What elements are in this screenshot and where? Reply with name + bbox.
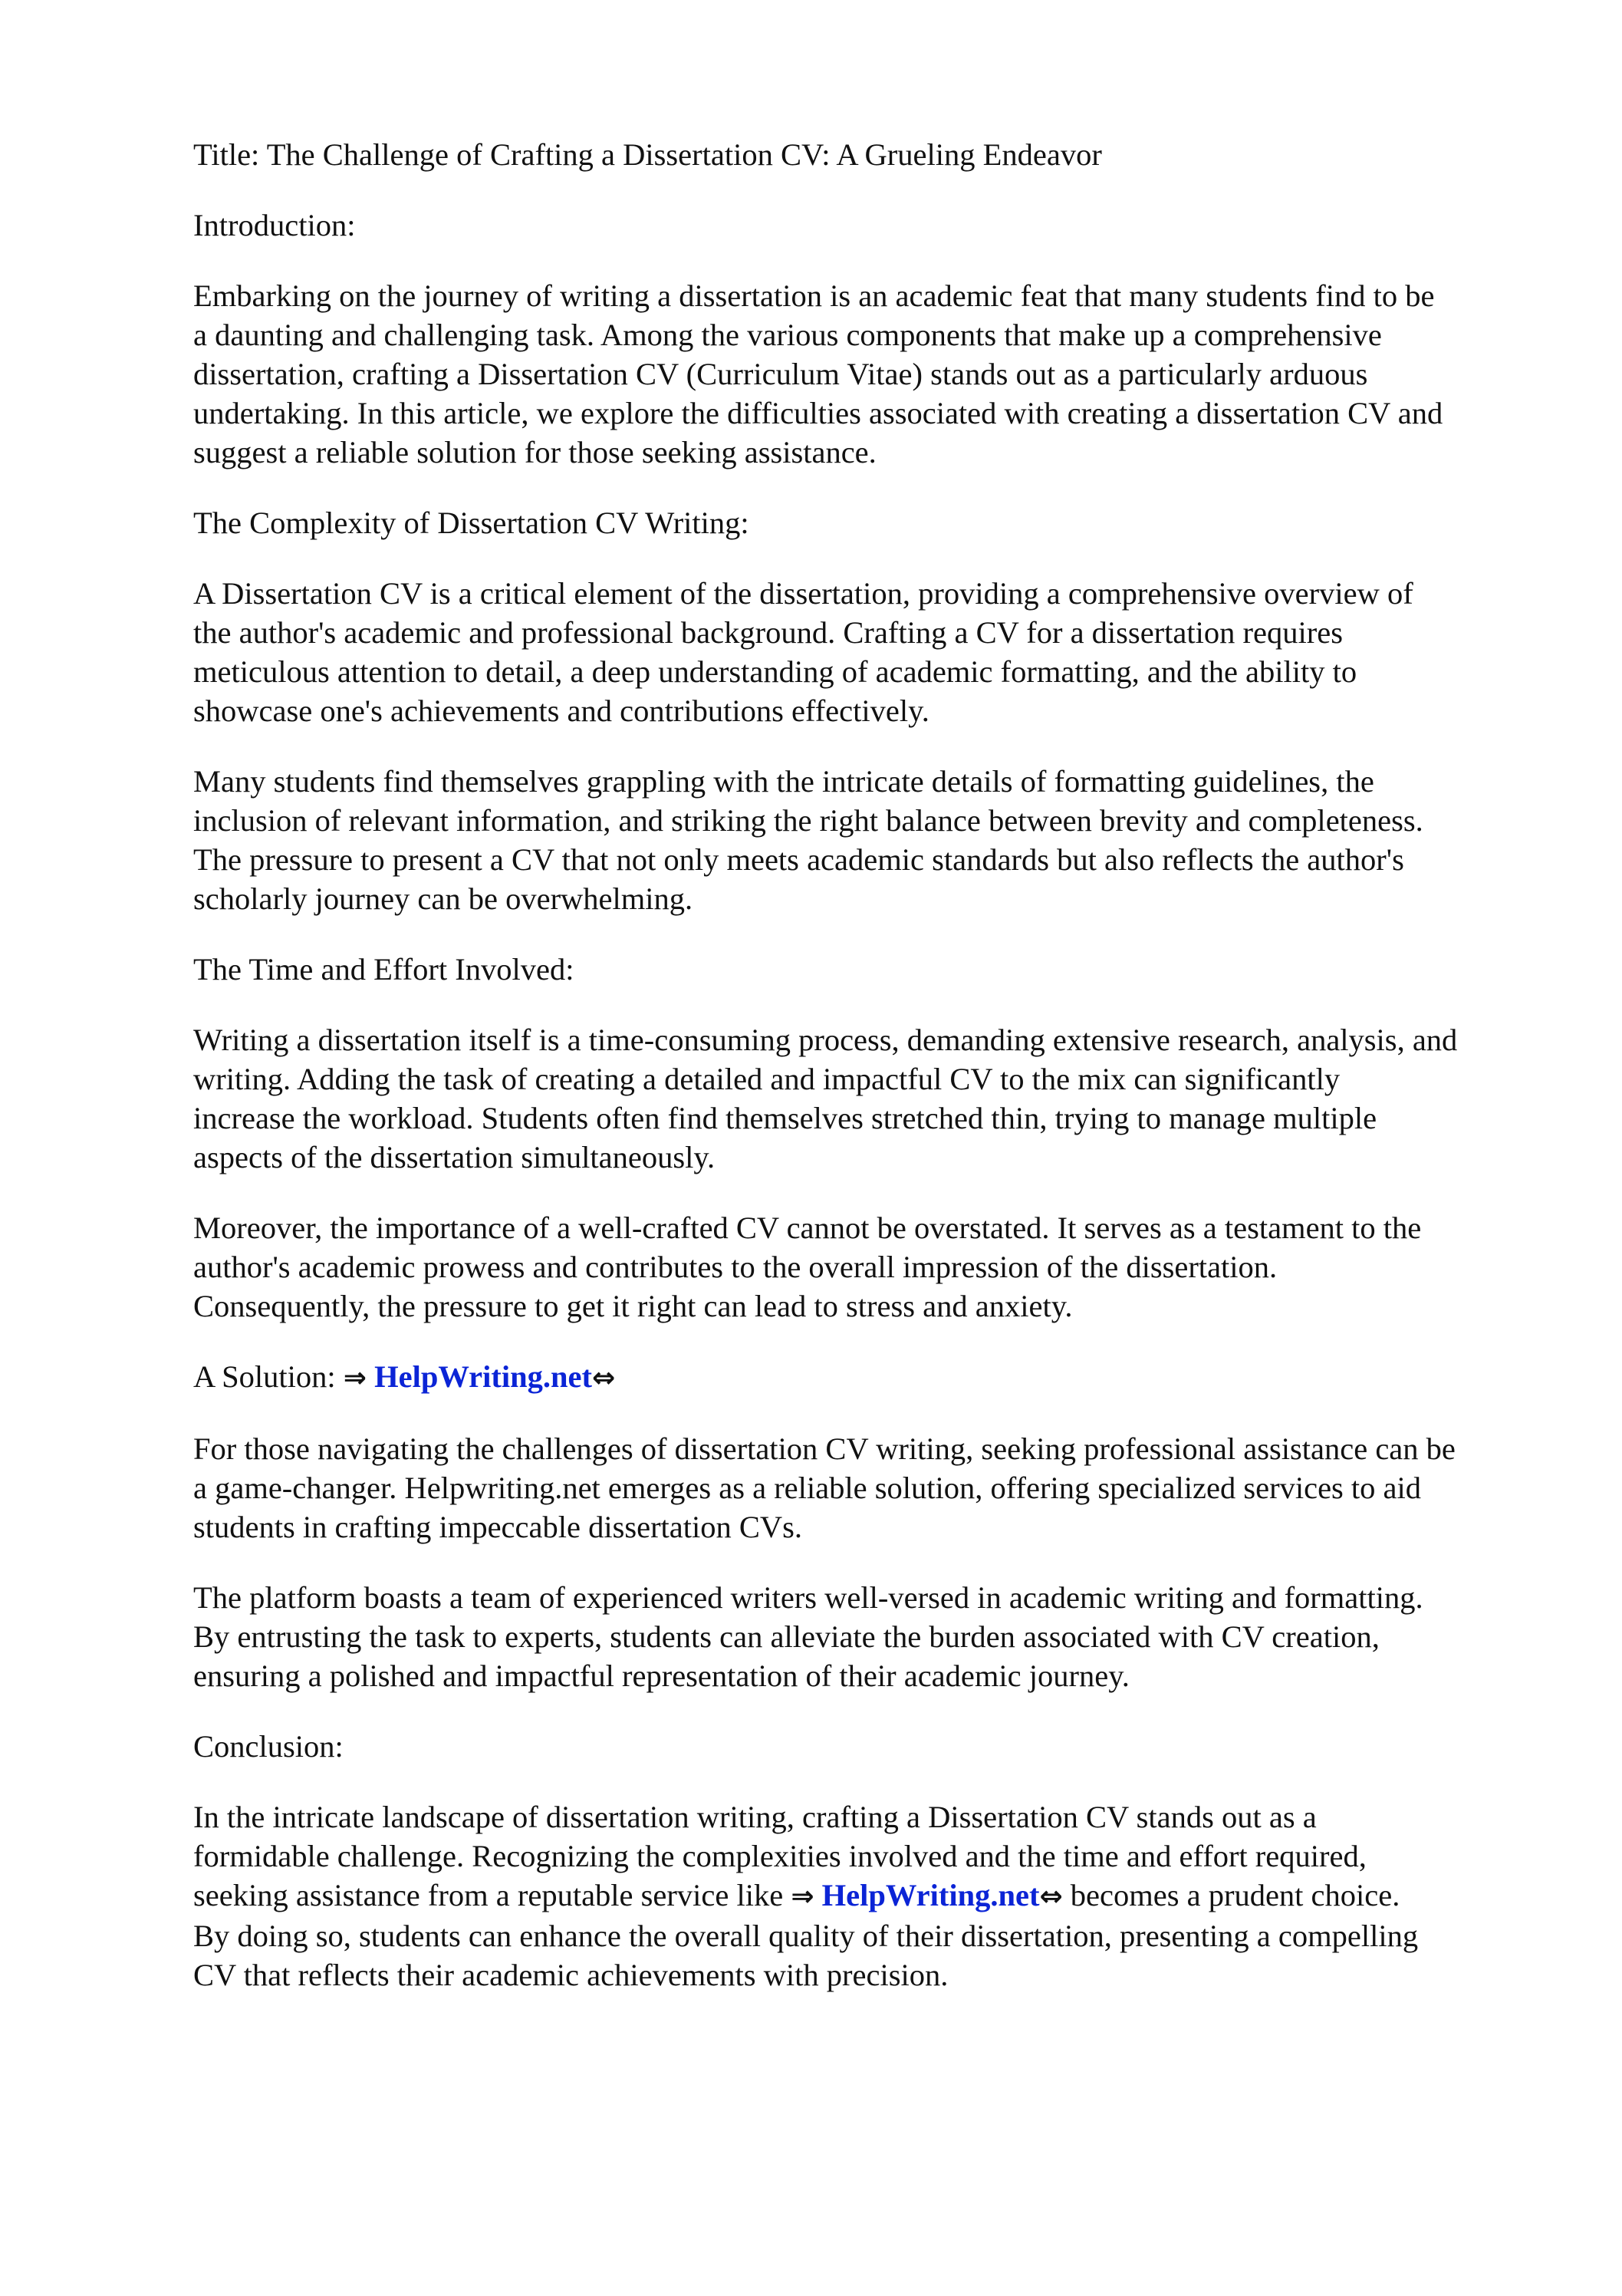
text-line: the author's academic and professional background. Crafting a CV for a dissertation requires: [193, 615, 1343, 650]
solution-paragraph-2: [193, 1578, 1558, 1695]
text-line: scholarly journey can be overwhelming.: [193, 881, 693, 916]
time-heading: The Time and Effort Involved:: [193, 952, 574, 987]
text-line: showcase one's achievements and contributions effectively.: [193, 693, 929, 728]
text-line: The pressure to present a CV that not only meets academic standards but also reflects the author's: [193, 842, 1404, 877]
text-line: ensuring a polished and impactful representation of their academic journey.: [193, 1659, 1130, 1693]
text-line: Many students find themselves grappling with the intricate details of formatting guidelines, the: [193, 764, 1374, 799]
text-line: CV that reflects their academic achievements with precision.: [193, 1958, 949, 1992]
text-line: Writing a dissertation itself is a time-consuming process, demanding extensive research, analysis, and: [193, 1023, 1458, 1057]
text-line: increase the workload. Students often find themselves stretched thin, trying to manage multiple: [193, 1101, 1377, 1135]
conclusion-heading: Conclusion:: [193, 1729, 344, 1764]
text-line: In the intricate landscape of dissertation writing, crafting a Dissertation CV stands out as a: [193, 1800, 1317, 1834]
text-line: For those navigating the challenges of dissertation CV writing, seeking professional assistance can be: [193, 1431, 1456, 1466]
text-line: a game-changer. Helpwriting.net emerges as a reliable solution, offering specialized services to aid: [193, 1471, 1422, 1505]
arrow-both-icon: ⇔: [1039, 1881, 1063, 1912]
solution-paragraph-1: [193, 1429, 1558, 1547]
arrow-both-icon: ⇔: [591, 1362, 616, 1394]
text-line: A Dissertation CV is a critical element of the dissertation, providing a comprehensive overview of: [193, 576, 1413, 611]
document-page: [193, 135, 1558, 2026]
text-line: Embarking on the journey of writing a dissertation is an academic feat that many students find to be: [193, 278, 1435, 313]
conclusion-link-suffix: becomes a prudent choice.: [1062, 1878, 1400, 1912]
arrow-right-icon: ⇒: [791, 1881, 814, 1912]
conclusion-link-prefix: seeking assistance from a reputable service like: [193, 1878, 791, 1912]
intro-heading: Introduction:: [193, 208, 356, 242]
text-line: inclusion of relevant information, and striking the right balance between brevity and completeness.: [193, 803, 1423, 838]
text-line: By doing so, students can enhance the overall quality of their dissertation, presenting a compelling: [193, 1919, 1419, 1953]
text-line: a daunting and challenging task. Among the various components that make up a comprehensive: [193, 318, 1382, 352]
complexity-paragraph-1: [193, 574, 1558, 730]
text-line: students in crafting impeccable dissertation CVs.: [193, 1510, 803, 1544]
text-line: author's academic prowess and contributes to the overall impression of the dissertation.: [193, 1250, 1278, 1284]
text-line: The platform boasts a team of experienced writers well-versed in academic writing and formatting.: [193, 1580, 1423, 1615]
intro-paragraph: [193, 276, 1558, 472]
time-paragraph-1: [193, 1020, 1558, 1177]
arrow-right-icon: ⇒: [343, 1362, 367, 1394]
text-line: Moreover, the importance of a well-crafted CV cannot be overstated. It serves as a testament to the: [193, 1211, 1422, 1245]
text-line: By entrusting the task to experts, students can alleviate the burden associated with CV creation,: [193, 1619, 1380, 1654]
complexity-heading: The Complexity of Dissertation CV Writing:: [193, 506, 749, 540]
text-line-with-link: [193, 1876, 1558, 1916]
helpwriting-link[interactable]: HelpWriting.net: [821, 1878, 1040, 1912]
complexity-paragraph-2: [193, 762, 1558, 918]
text-line: meticulous attention to detail, a deep understanding of academic formatting, and the ability to: [193, 654, 1357, 689]
text-line: writing. Adding the task of creating a detailed and impactful CV to the mix can significantly: [193, 1062, 1341, 1096]
text-line: Consequently, the pressure to get it right can lead to stress and anxiety.: [193, 1289, 1073, 1323]
solution-heading-label: A Solution:: [193, 1359, 344, 1394]
text-line: suggest a reliable solution for those seeking assistance.: [193, 435, 877, 469]
text-line: undertaking. In this article, we explore the difficulties associated with creating a dissertation CV and: [193, 396, 1443, 430]
helpwriting-link[interactable]: HelpWriting.net: [374, 1359, 592, 1394]
solution-heading: [193, 1357, 1558, 1398]
text-line: formidable challenge. Recognizing the complexities involved and the time and effort required,: [193, 1839, 1367, 1873]
text-line: dissertation, crafting a Dissertation CV (Curriculum Vitae) stands out as a particularly arduous: [193, 357, 1368, 391]
time-paragraph-2: [193, 1208, 1558, 1326]
document-title: Title: The Challenge of Crafting a Dissertation CV: A Grueling Endeavor: [193, 137, 1102, 172]
text-line: aspects of the dissertation simultaneously.: [193, 1140, 716, 1174]
conclusion-paragraph: [193, 1797, 1558, 1995]
